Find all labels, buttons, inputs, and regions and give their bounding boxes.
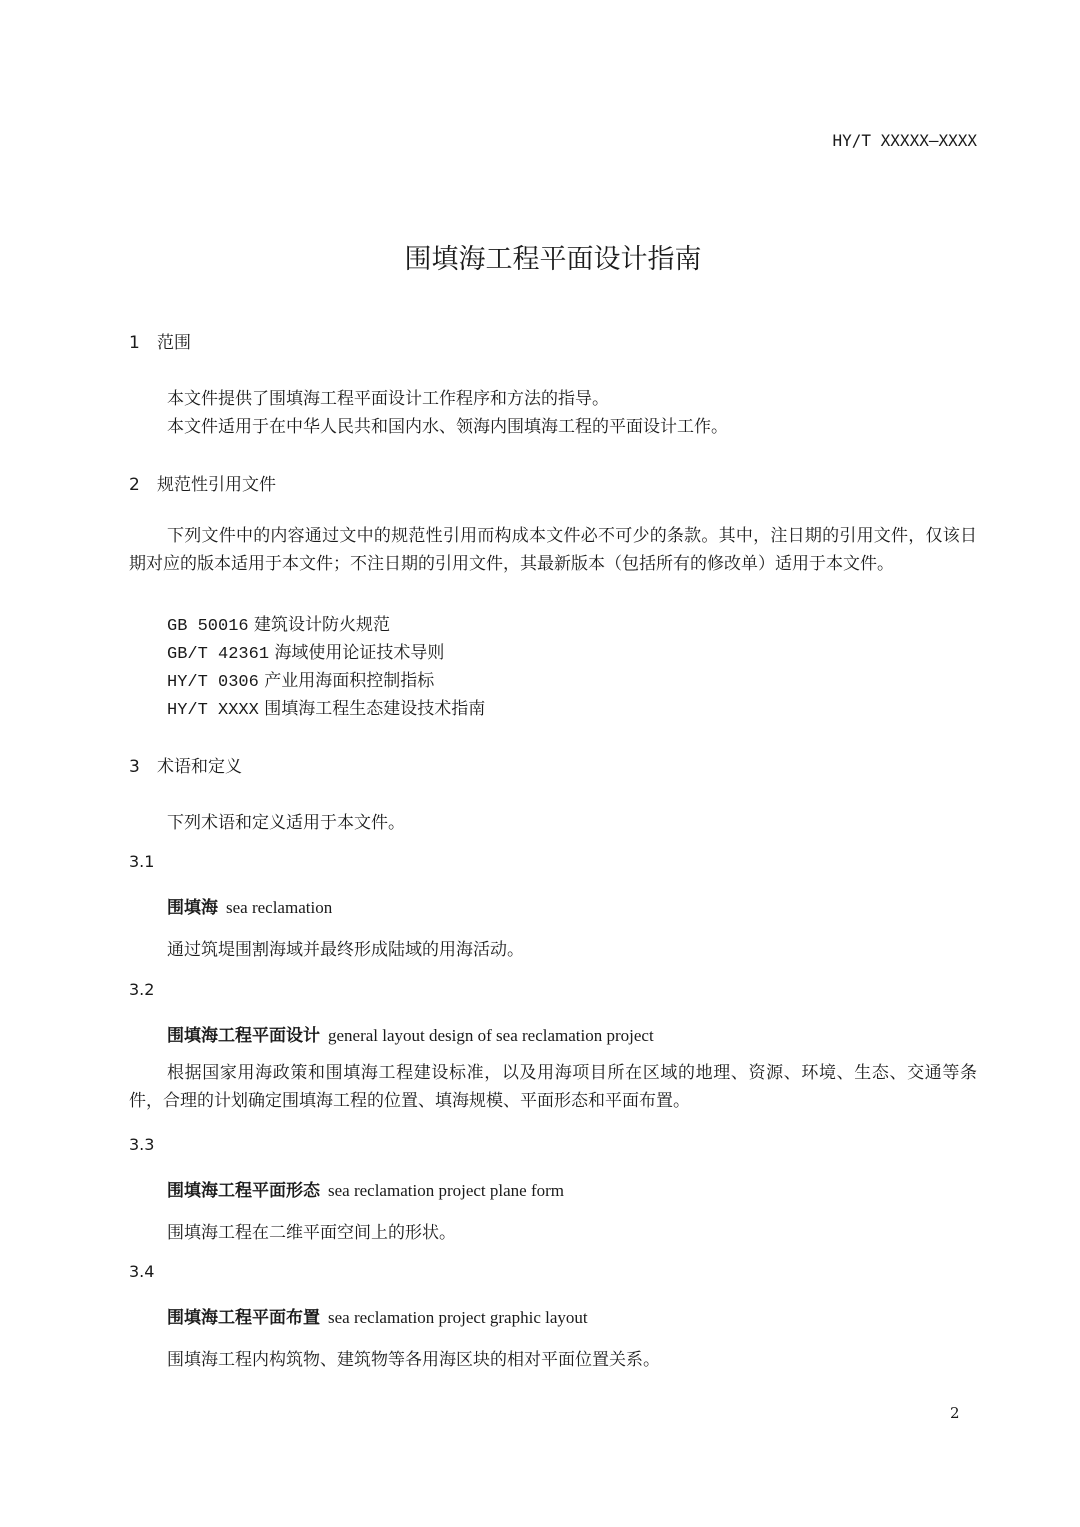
section-3-heading: [129, 752, 242, 777]
term-definition: 围填海工程在二维平面空间上的形状。: [167, 1223, 456, 1243]
term-title: 围填海 sea reclamation: [167, 898, 333, 918]
section-number: 3: [129, 757, 140, 777]
term-definition: 通过筑堤围割海域并最终形成陆域的用海活动。: [167, 940, 524, 960]
reference-item: HY/T 0306 产业用海面积控制指标: [167, 671, 435, 692]
section-number: 2: [129, 475, 140, 495]
term-definition: 围填海工程内构筑物、建筑物等各用海区块的相对平面位置关系。: [167, 1350, 660, 1370]
section-2-heading: [129, 470, 276, 495]
document-number: HY/T XXXXX—XXXX: [832, 131, 977, 150]
term-title: 围填海工程平面布置 sea reclamation project graphic layout: [167, 1308, 588, 1328]
section-title: 术语和定义: [157, 757, 242, 777]
reference-item: HY/T XXXX 围填海工程生态建设技术指南: [167, 699, 486, 720]
paragraph: 下列文件中的内容通过文中的规范性引用而构成本文件必不可少的条款。其中，注日期的引用文件，仅该日期对应的版本适用于本文件；不注日期的引用文件，其最新版本（包括所有的修改单）适用于本文件。: [129, 526, 977, 574]
term-title: 围填海工程平面设计 general layout design of sea reclamation project: [167, 1026, 654, 1046]
term-number: 3.4: [129, 1262, 155, 1281]
page-number: 2: [950, 1404, 960, 1422]
term-number: 3.1: [129, 852, 155, 871]
section-1-heading: [129, 328, 191, 353]
paragraph: 本文件提供了围填海工程平面设计工作程序和方法的指导。: [167, 389, 609, 409]
term-title: 围填海工程平面形态 sea reclamation project plane form: [167, 1181, 564, 1201]
term-number: 3.2: [129, 980, 155, 999]
paragraph: 下列术语和定义适用于本文件。: [167, 813, 405, 833]
section-number: 1: [129, 333, 140, 353]
reference-item: GB 50016 建筑设计防火规范: [167, 615, 391, 636]
term-number: 3.3: [129, 1135, 155, 1154]
section-title: 范围: [157, 333, 191, 353]
reference-item: GB/T 42361 海域使用论证技术导则: [167, 643, 445, 664]
paragraph: 本文件适用于在中华人民共和国内水、领海内围填海工程的平面设计工作。: [167, 417, 728, 437]
section-title: 规范性引用文件: [157, 475, 276, 495]
term-definition: 根据国家用海政策和围填海工程建设标准，以及用海项目所在区域的地理、资源、环境、生态、交通等条件，合理的计划确定围填海工程的位置、填海规模、平面形态和平面布置。: [129, 1063, 977, 1111]
page-title: 围填海工程平面设计指南: [404, 244, 702, 275]
